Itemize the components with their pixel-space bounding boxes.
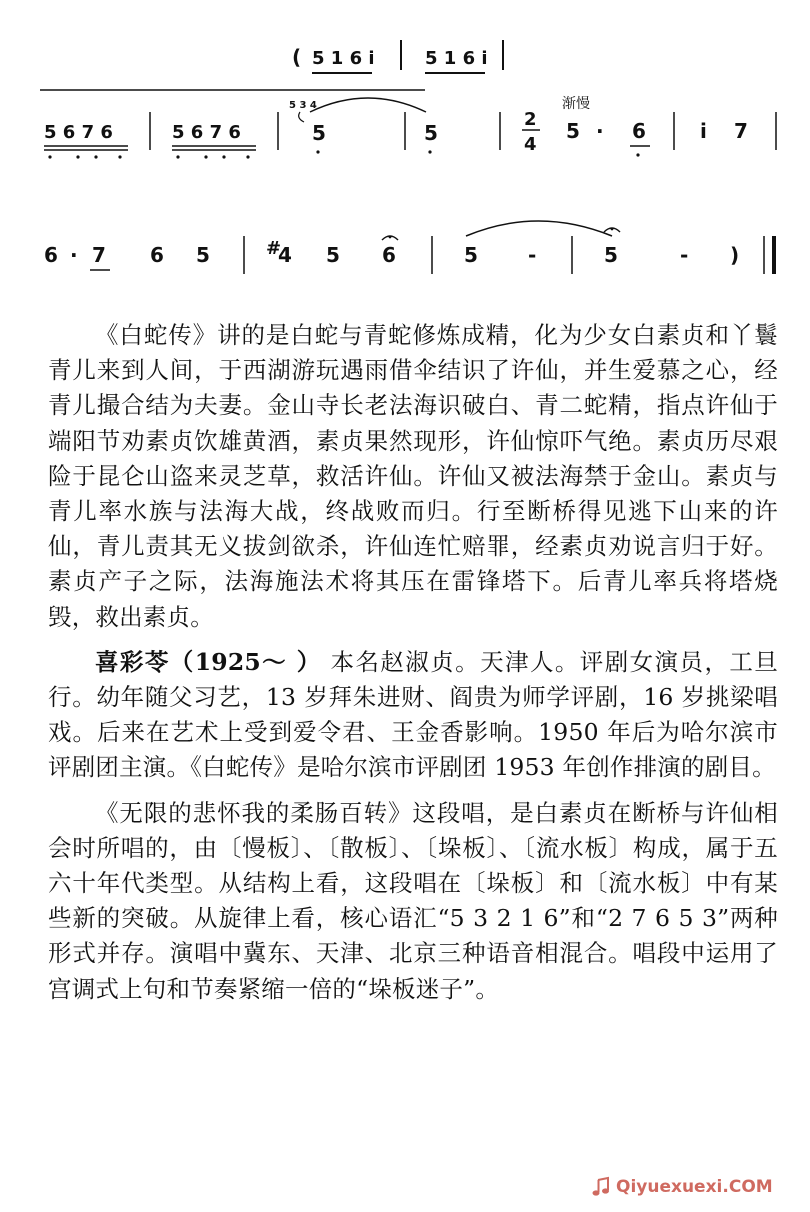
grace-slur	[299, 112, 304, 122]
synopsis-paragraph: 《白蛇传》讲的是白蛇与青蛇修炼成精，化为少女白素贞和丫鬟青儿来到人间，于西湖游玩遇雨借伞结识了许仙，并生爱慕之心，经青儿撮合结为夫妻。金山寺长老法海识破白、青二蛇精，指点许仙于端阳节劝素贞饮雄黄酒，素贞果然现形，许仙惊吓气绝。素贞历尽艰险于昆仑山盗来灵芝草，救活许仙。许仙又被法海禁于金山。素贞与青儿率水族与法海大战，终战败而归。行至断桥得见逃下山来的许仙，青儿责其无义拔剑欲杀，许仙连忙赔罪，经素贞劝说言归于好。素贞产子之际，法海施法术将其压在雷锋塔下。后青儿率兵将塔烧毁，救出素贞。	[48, 321, 778, 631]
dash: -	[680, 243, 689, 267]
octave-dot	[246, 155, 249, 158]
octave-dot	[76, 155, 79, 158]
octave-dot	[316, 150, 319, 153]
performer-name: 喜彩苓	[95, 647, 170, 676]
time-signature-top: 2	[524, 109, 537, 130]
note: 5	[196, 243, 210, 267]
music-note-icon	[590, 1176, 612, 1198]
watermark-text: Qiyuexuexi.COM	[616, 1177, 773, 1197]
grace-notes: 5 3 4	[289, 100, 317, 111]
jianpu-notation	[0, 0, 810, 300]
note: 5	[326, 243, 340, 267]
dot: ·	[596, 119, 604, 143]
time-signature-bottom: 4	[524, 134, 537, 155]
performer-dates: （1925～ ）	[169, 647, 322, 676]
note: 5	[464, 243, 478, 267]
octave-dot	[428, 150, 431, 153]
note: 4	[278, 243, 292, 267]
site-watermark	[590, 1170, 790, 1204]
note: 7	[92, 243, 106, 267]
octave-dot	[176, 155, 179, 158]
analysis-paragraph: 《无限的悲怀我的柔肠百转》这段唱，是白素贞在断桥与许仙相会时所唱的，由〔慢板〕、〔散板〕、〔垛板〕、〔流水板〕构成，属于五六十年代类型。从结构上看，这段唱在〔垛板〕和〔流水板〕中有某些新的突破。从旋律上看，核心语汇“5 3 2 1 6”和“2 7 6 5 3”两种形式并存。演唱中冀东、天津、北京三种语音相混合。唱段中运用了宫调式上句和节奏紧缩一倍的“垛板迷子”。	[48, 798, 778, 1003]
note: 6	[632, 119, 646, 143]
note-group-1: 5 6 7 6	[44, 122, 113, 143]
note: 5	[566, 119, 580, 143]
held-note-1: 5	[312, 121, 326, 145]
octave-dot	[48, 155, 51, 158]
note: 5	[604, 243, 618, 267]
note: 7	[734, 119, 748, 143]
tie-arc	[310, 98, 426, 112]
pickup-group-1: 5 1 6 i	[312, 48, 375, 69]
fermata-dot	[611, 228, 614, 231]
pickup-group-2: 5 1 6 i	[425, 48, 488, 69]
dash: -	[528, 243, 537, 267]
tie-arc	[466, 221, 612, 236]
octave-dot	[94, 155, 97, 158]
note: i	[700, 119, 707, 143]
note: 6	[44, 243, 58, 267]
note: 6	[382, 243, 396, 267]
tempo-marking: 渐慢	[562, 96, 590, 112]
fermata-dot	[389, 236, 392, 239]
close-paren: )	[730, 243, 740, 267]
octave-dot	[204, 155, 207, 158]
note-group-2: 5 6 7 6	[172, 122, 241, 143]
biography-text: 本名赵淑贞。天津人。评剧女演员，工旦行。幼年随父习艺，13 岁拜朱进财、阎贵为师学评剧，16 岁挑梁唱戏。后来在艺术上受到爱令君、王金香影响。1950 年后为哈尔滨市评剧团主演。《白蛇传》是哈尔滨市评剧团 1953 年创作排演的剧目。	[48, 647, 778, 782]
octave-dot	[118, 155, 121, 158]
held-note-2: 5	[424, 121, 438, 145]
biography-paragraph	[48, 645, 778, 786]
octave-dot	[222, 155, 225, 158]
sharp-sign: #	[266, 238, 282, 259]
open-paren: (	[292, 45, 302, 69]
note: 6	[150, 243, 164, 267]
dot: ·	[70, 243, 78, 267]
octave-dot	[636, 153, 639, 156]
article-body	[48, 318, 778, 1007]
